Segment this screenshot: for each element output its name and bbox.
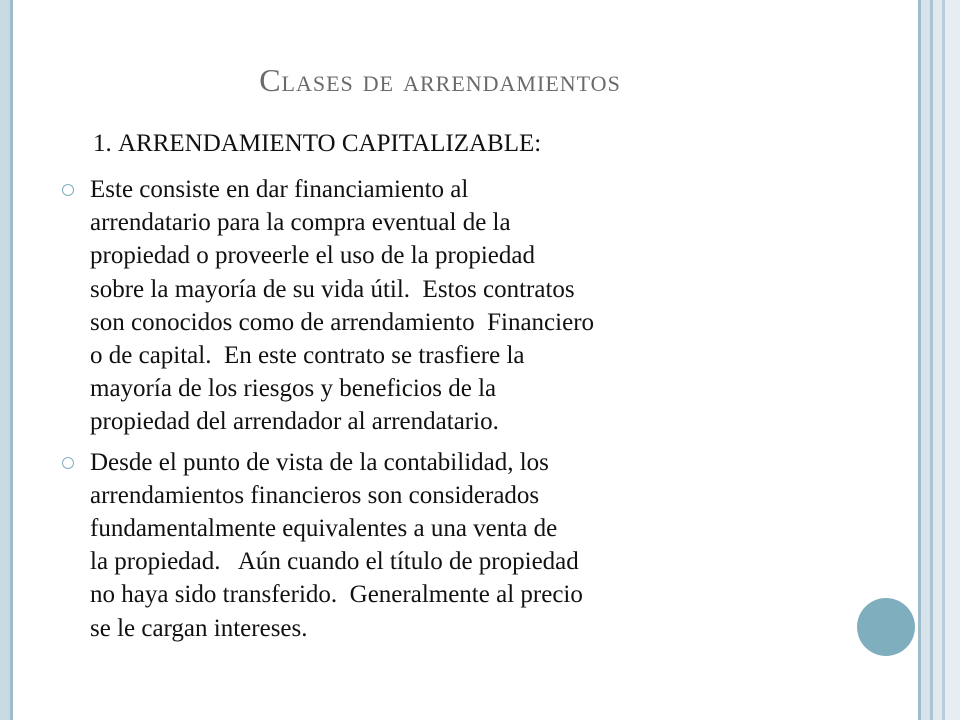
bullet-line: no haya sido transferido. Generalmente al precio: [90, 581, 583, 609]
slide-left-border: [0, 0, 10, 720]
bullet-line: propiedad del arrendador al arrendatario.: [90, 408, 499, 436]
bullet-line: propiedad o proveerle el uso de la propiedad: [90, 242, 535, 270]
slide-title: Clases de arrendamientos: [259, 62, 621, 98]
bullet-line: arrendamientos financieros son considerados: [90, 481, 540, 509]
slide-subtitle: [93, 130, 541, 158]
bullet-line: Desde el punto de vista de la contabilidad, los: [90, 448, 549, 476]
bullet-line: sobre la mayoría de su vida útil. Estos contratos: [90, 275, 575, 303]
bullet-line: son conocidos como de arrendamiento Financiero: [90, 308, 595, 336]
subtitle-text: ARRENDAMIENTO CAPITALIZABLE: [118, 130, 535, 157]
bullet-list: [58, 173, 848, 645]
decorative-circle: [857, 598, 915, 656]
slide-right-stripes: [918, 0, 960, 720]
bullet-line: mayoría de los riesgos y beneficios de la: [90, 375, 497, 403]
bullet-line: Este consiste en dar financiamiento al: [90, 176, 469, 203]
slide-left-border-line: [10, 0, 13, 720]
subtitle-number: 1.: [93, 130, 118, 157]
bullet-circle-icon: [62, 457, 74, 469]
bullet-line: fundamentalmente equivalentes a una venta de: [90, 515, 558, 543]
bullet-line: la propiedad. Aún cuando el título de propiedad: [90, 548, 579, 576]
bullet-line: o de capital. En este contrato se trasfiere la: [90, 342, 525, 370]
subtitle-colon: :: [534, 130, 542, 157]
bullet-line: se le cargan intereses.: [90, 614, 308, 642]
bullet-item-accounting-view: [58, 446, 848, 645]
bullet-circle-icon: [62, 184, 74, 196]
bullet-line: arrendatario para la compra eventual de la: [90, 209, 511, 237]
bullet-item-capital-lease: [58, 173, 848, 439]
